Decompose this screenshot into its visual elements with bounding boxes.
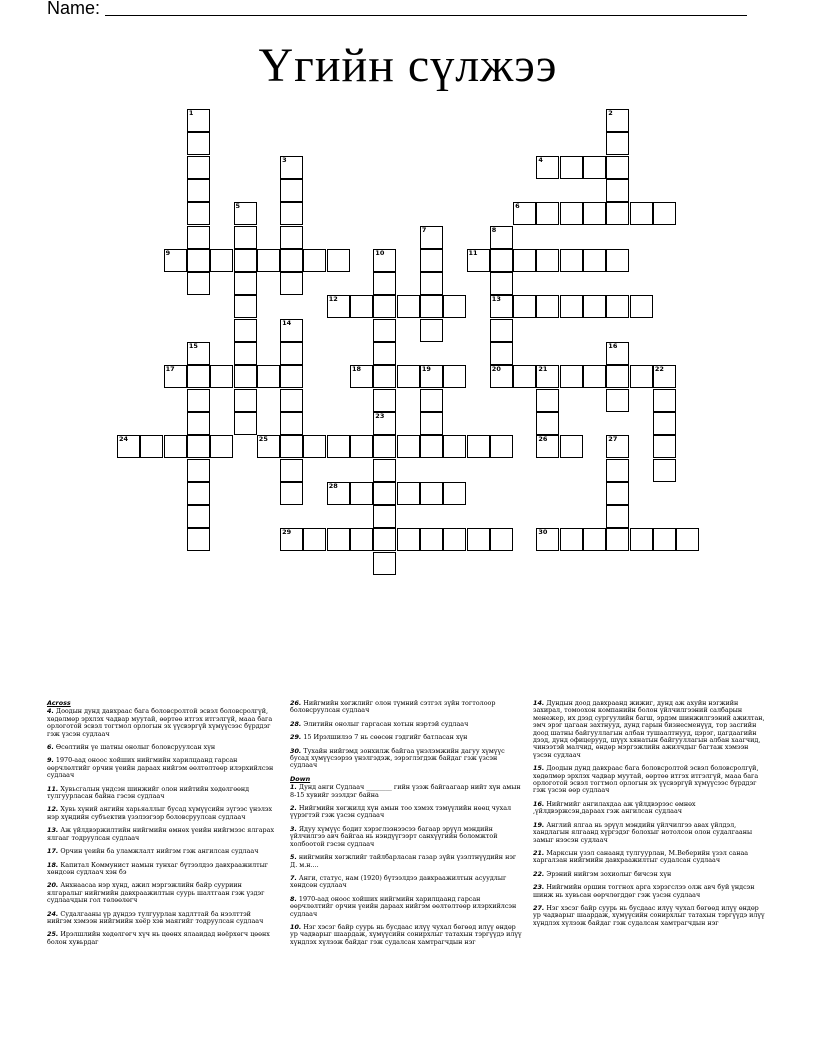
clue-text: нийгмийн хөгжлийг тайлбарласан газар зүйн үзэлтнүүдийн нэг Д. м.н.... — [290, 853, 517, 869]
across-clue — [47, 827, 277, 842]
grid-cell[interactable] — [164, 365, 187, 388]
clue-number: 18 — [352, 365, 362, 374]
clue-number: 8 — [491, 225, 497, 234]
clue-text: Судалгааны үр дүндээ тулгуурлан хадлттай ба нээлттэй нийгэм хэмээн нийгмийн хөёр хэв маягийг тодруулсан судлаач — [47, 909, 264, 925]
grid-cell[interactable] — [234, 389, 257, 412]
grid-cell[interactable] — [490, 226, 513, 249]
grid-cell[interactable] — [536, 156, 559, 179]
grid-cell[interactable] — [583, 202, 606, 225]
across-clue — [47, 931, 277, 946]
grid-cell[interactable] — [420, 295, 443, 318]
grid-cell[interactable] — [490, 435, 513, 458]
grid-cell[interactable] — [443, 365, 466, 388]
grid-cell[interactable] — [397, 365, 420, 388]
down-clue — [533, 765, 768, 795]
grid-cell[interactable] — [187, 389, 210, 412]
clue-number-label: 24. — [47, 909, 59, 918]
grid-cell[interactable] — [187, 202, 210, 225]
grid-cell[interactable] — [443, 528, 466, 551]
clue-number: 16 — [608, 342, 618, 350]
grid-cell[interactable] — [187, 528, 210, 551]
grid-cell[interactable] — [373, 435, 396, 458]
grid-cell[interactable] — [187, 156, 210, 179]
grid-cell[interactable] — [420, 389, 443, 412]
grid-cell[interactable] — [187, 459, 210, 482]
grid-cell[interactable] — [187, 505, 210, 528]
clue-text: Тухайн нийгэмд зонхилж байгаа үнэлэмжийн дагуу хүмүүс бусад хүмүүсээрээ үнэлгэдэж, ээрэглэгдэж байдаг гэж үзсэн судлаач — [290, 746, 505, 770]
grid-cell[interactable] — [327, 249, 350, 272]
clue-number: 5 — [235, 202, 241, 211]
grid-cell[interactable] — [397, 295, 420, 318]
clue-text: Анги, статус, нам (1920) бүтээлдээ давхраажилтын асуудлыг хөндсөн судлаач — [290, 873, 507, 890]
grid-cell[interactable] — [280, 482, 303, 505]
grid-cell[interactable] — [653, 389, 676, 412]
clue-number-label: 19. — [533, 820, 545, 829]
grid-cell[interactable] — [630, 202, 653, 225]
grid-cell[interactable] — [234, 295, 257, 318]
grid-cell[interactable] — [280, 459, 303, 482]
grid-cell[interactable] — [513, 202, 536, 225]
grid-cell[interactable] — [653, 365, 676, 388]
grid-cell[interactable] — [653, 528, 676, 551]
down-clue — [533, 801, 768, 816]
across-clues-a — [47, 708, 277, 946]
grid-cell[interactable] — [630, 295, 653, 318]
down-clue — [533, 822, 768, 844]
clue-number: 9 — [165, 248, 171, 257]
grid-cell[interactable] — [490, 249, 513, 272]
clue-number-label: 15. — [533, 764, 545, 773]
grid-cell[interactable] — [373, 319, 396, 342]
grid-cell[interactable] — [630, 365, 653, 388]
grid-cell[interactable] — [350, 528, 373, 551]
across-clues-b — [290, 700, 522, 770]
name-label: Name: — [47, 0, 101, 18]
grid-cell[interactable] — [234, 342, 257, 365]
clue-text: 1970-аад оноос хойших нийгмийн харилцаанд гарсан өөрчлөлтийг орчин үеийн дараах нийгэм өөлтөлтөөр илэрхийлсэн судлаач — [47, 756, 274, 780]
down-clue — [290, 854, 522, 869]
down-clue — [533, 884, 768, 899]
clue-number-label: 9. — [47, 756, 54, 765]
clue-text: Орчин үеийн ба уламжлалт нийгэм гэж ангилсан судлаач — [60, 847, 259, 856]
clue-number-label: 25. — [47, 930, 59, 939]
across-clue — [47, 708, 277, 738]
clue-number: 1 — [188, 109, 194, 117]
clue-text: Хувьсгалын үндсэн шинжийг олон нийтийн хөдөлгөөнд тулгуурласан байна гэсэн судлаач — [47, 784, 250, 801]
grid-cell[interactable] — [187, 249, 210, 272]
clue-text: Дунд анги Судлаач ________ гийн үзэж байгаагаар нийт хүн амын 8-15 хувийг эзэлдэг байна — [290, 783, 521, 799]
clue-number-label: 20. — [47, 881, 59, 890]
grid-cell[interactable] — [560, 435, 583, 458]
grid-cell[interactable] — [280, 319, 303, 342]
grid-cell[interactable] — [420, 435, 443, 458]
grid-cell[interactable] — [280, 156, 303, 179]
clue-number-label: 23. — [533, 883, 545, 892]
clue-number-label: 16. — [533, 799, 545, 808]
grid-cell[interactable] — [210, 365, 233, 388]
clue-text: Марксын үзэл санаанд тулгуурлан, М.Веберийн үзэл санаа харгалзан нийгмийн давхраажилтыг судалсан судлаач — [533, 848, 749, 865]
clue-text: Хувь хүний ангийн харьяаллыг бусад хүмүүсийн зүгээс үнэлэх нэр хүндийн субъектив үзэлээгээр боловсруулсан судлаач — [47, 805, 273, 821]
grid-cell[interactable] — [350, 482, 373, 505]
grid-cell[interactable] — [234, 202, 257, 225]
grid-cell[interactable] — [280, 342, 303, 365]
grid-cell[interactable] — [606, 365, 629, 388]
clue-text: Эрэний нийгэм зохиолыг бичсэн хүн — [546, 869, 672, 878]
clue-number: 6 — [515, 202, 520, 211]
clue-text: Нийгмийн хөгжлийг олон түмний сэтгэл зүйн тогтолоор боловсруулсан судлаач — [290, 699, 496, 715]
grid-cell[interactable] — [280, 365, 303, 388]
clue-number: 28 — [328, 481, 338, 490]
grid-cell[interactable] — [373, 505, 396, 528]
down-clue — [533, 905, 768, 927]
grid-cell[interactable] — [420, 365, 443, 388]
clue-number: 11 — [468, 248, 478, 257]
clue-column-2 — [290, 700, 522, 952]
down-clue — [290, 805, 522, 820]
across-clue — [47, 882, 277, 904]
grid-cell[interactable] — [560, 156, 583, 179]
across-clue — [290, 721, 522, 728]
grid-cell[interactable] — [280, 226, 303, 249]
grid-cell[interactable] — [280, 272, 303, 295]
grid-cell[interactable] — [303, 249, 326, 272]
grid-cell[interactable] — [210, 435, 233, 458]
clue-text: Элитийн онолыг гаргасан хотын нэртэй судлаач — [303, 719, 469, 728]
across-clue — [290, 748, 522, 770]
clue-number-label: 29. — [290, 733, 302, 742]
grid-cell[interactable] — [187, 109, 210, 132]
clue-text: Нийгмийн хөгжилд хүн амын тоо хэмэх тэмүүлийн нөөц чухал үүрэгтэй гэж үзсэн судлаач — [290, 804, 512, 820]
grid-cell[interactable] — [187, 365, 210, 388]
clue-number-label: 8. — [290, 894, 297, 903]
name-row — [47, 0, 747, 20]
grid-cell[interactable] — [350, 365, 373, 388]
clue-number: 24 — [119, 435, 129, 444]
grid-cell[interactable] — [443, 482, 466, 505]
clue-number-label: 21. — [533, 848, 545, 857]
clue-text: Өсөлтийн үе шатны онолыг боловсруулсан хүн — [55, 743, 216, 752]
clue-text: Ирэлшлийн хөдөлгөгч хүч нь цөөнх ялааидад нөёрхөгч цөөнх болон хувьрдаг — [47, 930, 270, 946]
grid-cell[interactable] — [187, 342, 210, 365]
clue-number-label: 6. — [47, 743, 54, 752]
grid-cell[interactable] — [606, 179, 629, 202]
clue-number: 4 — [538, 155, 543, 164]
clue-number-label: 17. — [47, 847, 59, 856]
grid-cell[interactable] — [606, 109, 629, 132]
across-clue — [47, 786, 277, 801]
grid-cell[interactable] — [187, 482, 210, 505]
clue-number-label: 1. — [290, 783, 297, 792]
clue-number-label: 12. — [47, 805, 59, 814]
clue-number: 25 — [258, 435, 268, 444]
clue-number: 12 — [328, 295, 338, 304]
grid-cell[interactable] — [187, 272, 210, 295]
grid-cell[interactable] — [373, 528, 396, 551]
grid-cell[interactable] — [490, 342, 513, 365]
clue-number-label: 13. — [47, 826, 59, 835]
grid-cell[interactable] — [280, 249, 303, 272]
clue-number-label: 30. — [290, 746, 302, 755]
grid-cell[interactable] — [373, 552, 396, 575]
across-clue — [47, 744, 277, 751]
grid-cell[interactable] — [490, 319, 513, 342]
grid-cell[interactable] — [350, 435, 373, 458]
clue-text: Нэг хэсэг байр суурь нь бусдаас илүү чухал бөгөөд илүү өндөр ур чадварыг шаардаж, хүмүүсийн сонирхлыг татахын тэргүүдэ илүү хүндлэх хүлээж байдаг гэж судалсан хамтрагчдын нэг — [290, 922, 522, 946]
grid-cell[interactable] — [234, 365, 257, 388]
grid-cell[interactable] — [373, 342, 396, 365]
grid-cell[interactable] — [140, 435, 163, 458]
across-heading: Across — [47, 699, 71, 707]
grid-cell[interactable] — [327, 295, 350, 318]
clue-number: 14 — [282, 318, 292, 327]
grid-cell[interactable] — [303, 528, 326, 551]
grid-cell[interactable] — [536, 295, 559, 318]
grid-cell[interactable] — [420, 482, 443, 505]
grid-cell[interactable] — [606, 202, 629, 225]
grid-cell[interactable] — [420, 272, 443, 295]
grid-cell[interactable] — [187, 226, 210, 249]
grid-cell[interactable] — [606, 156, 629, 179]
grid-cell[interactable] — [583, 365, 606, 388]
grid-cell[interactable] — [420, 249, 443, 272]
grid-cell[interactable] — [490, 528, 513, 551]
grid-cell[interactable] — [280, 412, 303, 435]
grid-cell[interactable] — [373, 295, 396, 318]
grid-cell[interactable] — [606, 295, 629, 318]
across-clue — [290, 734, 522, 741]
across-clue — [47, 757, 277, 779]
grid-cell[interactable] — [606, 342, 629, 365]
down-clues-b — [533, 700, 768, 927]
clue-number-label: 2. — [290, 804, 297, 813]
grid-cell[interactable] — [397, 482, 420, 505]
grid-cell[interactable] — [257, 365, 280, 388]
grid-cell[interactable] — [327, 528, 350, 551]
grid-cell[interactable] — [234, 249, 257, 272]
grid-cell[interactable] — [164, 249, 187, 272]
grid-cell[interactable] — [653, 459, 676, 482]
across-clue — [47, 911, 277, 926]
grid-cell[interactable] — [257, 249, 280, 272]
grid-cell[interactable] — [443, 435, 466, 458]
clue-number: 20 — [491, 365, 501, 374]
grid-cell[interactable] — [653, 202, 676, 225]
clue-number-label: 11. — [47, 784, 59, 793]
down-heading: Down — [290, 774, 311, 783]
down-clues-a — [290, 784, 522, 946]
clue-number: 27 — [608, 435, 618, 444]
across-clue — [47, 862, 277, 877]
grid-cell[interactable] — [234, 412, 257, 435]
grid-cell[interactable] — [187, 132, 210, 155]
grid-cell[interactable] — [373, 389, 396, 412]
grid-cell[interactable] — [420, 528, 443, 551]
clue-text: Анхнаасаа нэр хүнд, ажил мэргэжлийн байр сууриин ялгаралыг нийгмийн давхраажилтын суурь шалтгаан гэж үздэг судлаачдын гол төлөөлөгч — [47, 881, 265, 905]
grid-cell[interactable] — [420, 319, 443, 342]
clue-text: 1970-аад оноос хойших нийгмийн харилцаанд гарсан өөрчлөлтийг орчин үеийн дараах нийгэм өөлтөлтөөр илэрхийлсэн судлаач — [290, 894, 517, 918]
grid-cell[interactable] — [210, 249, 233, 272]
grid-cell[interactable] — [397, 435, 420, 458]
clue-column-1 — [47, 700, 277, 952]
clue-number: 29 — [282, 528, 292, 537]
grid-cell[interactable] — [280, 435, 303, 458]
grid-cell[interactable] — [420, 412, 443, 435]
grid-cell[interactable] — [234, 272, 257, 295]
down-clue — [533, 850, 768, 865]
clue-number-label: 7. — [290, 873, 297, 882]
down-clue — [290, 924, 522, 946]
grid-cell[interactable] — [187, 435, 210, 458]
across-clue — [47, 806, 277, 821]
grid-cell[interactable] — [560, 365, 583, 388]
grid-cell[interactable] — [327, 482, 350, 505]
clue-number: 30 — [538, 528, 548, 537]
grid-cell[interactable] — [536, 412, 559, 435]
grid-cell[interactable] — [443, 295, 466, 318]
grid-cell[interactable] — [373, 412, 396, 435]
clue-number: 15 — [188, 342, 198, 350]
grid-cell[interactable] — [187, 179, 210, 202]
grid-cell[interactable] — [513, 249, 536, 272]
clue-text: Нийгмийг ангилахдаа аж үйлдвэрээс өмнөх ,үйлдвэржсэн,дараах гэж ангилсан судлаач — [533, 799, 696, 816]
grid-cell[interactable] — [606, 132, 629, 155]
grid-cell[interactable] — [536, 202, 559, 225]
grid-cell[interactable] — [583, 295, 606, 318]
grid-cell[interactable] — [606, 389, 629, 412]
down-clue — [290, 826, 522, 848]
grid-cell[interactable] — [606, 505, 629, 528]
clue-number: 2 — [608, 109, 613, 117]
grid-cell[interactable] — [490, 365, 513, 388]
clue-number: 13 — [491, 295, 501, 304]
clue-number-label: 3. — [290, 824, 297, 833]
grid-cell[interactable] — [606, 528, 629, 551]
grid-cell[interactable] — [373, 249, 396, 272]
clue-number-label: 10. — [290, 922, 302, 931]
down-clue — [533, 871, 768, 878]
grid-cell[interactable] — [513, 295, 536, 318]
clue-number: 10 — [375, 248, 385, 257]
down-clue — [290, 784, 522, 799]
grid-cell[interactable] — [187, 412, 210, 435]
grid-cell[interactable] — [373, 482, 396, 505]
grid-cell[interactable] — [536, 528, 559, 551]
clue-number: 3 — [282, 155, 287, 164]
grid-cell[interactable] — [280, 179, 303, 202]
grid-cell[interactable] — [560, 528, 583, 551]
grid-cell[interactable] — [420, 226, 443, 249]
clue-text: Капитал Коммунист намын тунхаг бүтээлдээ давхраажилтыг хөндсөн судлаач хэн бэ — [47, 860, 269, 876]
clue-number-label: 22. — [533, 869, 545, 878]
clue-number-label: 4. — [47, 707, 54, 716]
grid-cell[interactable] — [676, 528, 699, 551]
grid-cell[interactable] — [397, 528, 420, 551]
grid-cell[interactable] — [583, 249, 606, 272]
grid-cell[interactable] — [536, 435, 559, 458]
puzzle-title: Үгийн сүлжээ — [258, 39, 558, 92]
grid-cell[interactable] — [560, 295, 583, 318]
clue-text: Доодын дунд давхраас бага боловсролтой эсвэл боловсролгүй, хөдөлмөр эрхлэх чадвар муутай, өөртөө итгэх итгэлгүй, мааа бага орлоготой эсвэл тогтмол орлогын эх үүсвэргүй хүмүүсээс бүрддэг гэж үзсэн судлаач — [47, 707, 273, 738]
clue-number-label: 26. — [290, 699, 302, 707]
clue-number-label: 27. — [533, 903, 545, 912]
grid-cell[interactable] — [280, 389, 303, 412]
across-clue — [290, 700, 522, 715]
clue-number: 19 — [421, 365, 431, 374]
grid-cell[interactable] — [536, 389, 559, 412]
grid-cell[interactable] — [513, 365, 536, 388]
clue-text: 15 Ирэлшилээ 7 нь сөөсөн гэдгийг батласан хүн — [303, 733, 468, 742]
grid-cell[interactable] — [303, 435, 326, 458]
grid-cell[interactable] — [606, 249, 629, 272]
grid-cell[interactable] — [490, 272, 513, 295]
grid-cell[interactable] — [327, 435, 350, 458]
grid-cell[interactable] — [467, 249, 490, 272]
down-clue — [290, 875, 522, 890]
clue-number-label: 28. — [290, 719, 302, 728]
grid-cell[interactable] — [467, 435, 490, 458]
clue-number: 21 — [538, 365, 548, 374]
clue-number: 7 — [421, 225, 427, 234]
grid-cell[interactable] — [606, 435, 629, 458]
grid-cell[interactable] — [560, 202, 583, 225]
grid-cell[interactable] — [467, 528, 490, 551]
clue-text: Англий ялгаа нь эрүүл мэндийн үйлчилгээ авах үйлдэл, хандлагын ялгаанд хүргэдэг болохыг нотолсон олон судалгааны замыг нээсэн судлаач — [533, 820, 753, 844]
clue-text: Доодын дунд давхраас бага боловсролтой эсвэл боловсролгүй, хөдөлмөр эрхлэх чадвар муутай, өөртөө итгэх итгэлгүй, мааа бага орлоготой эсвэл тогтмол орлогын эх үүсвэргүй хүмүүсээс бүрддэг гэж үзсэн өөр судлаач — [533, 764, 759, 795]
clue-number: 22 — [654, 365, 664, 374]
clue-text: Нэг хэсэг байр суурь нь бусдаас илүү чухал бөгөөд илүү өндөр ур чадварыг шаардаж, хүмүүсийн сонирхлыг татахын тэргүүдэ илүү хүндлэх хүлээж байдаг гэж судалсан хамтрагчдын нэг — [533, 903, 765, 927]
grid-cell[interactable] — [653, 435, 676, 458]
grid-cell[interactable] — [653, 412, 676, 435]
clue-number: 23 — [375, 411, 385, 420]
clue-text: Дундын доод давхраанд жижиг, дунд аж ахуйн нэгжийн захирал, томоохон компанийн болон үйлчилгээний салбарын менежер, их дээд сургуулийн багш, эрдэм шинжилгээний ажилтан, эмч эрэг цагаан захтнууд, дунд гарын бизнесменүүд, тор засгийн доод шатны байгууллагын албан тушаалтнууд, цэрэг, цагдаагийн дээд, дунд офицерууд, шүүх хянатын байгууллагын албан хаагчид, чинээтэй малчид, өндөр мэргэжлийн ажилчдыг багтаж хэмээн үзсэн судлаач — [533, 699, 765, 759]
down-clue — [290, 896, 522, 918]
clue-text: Нийгмийн оршин тоггнох арга хэрэгслээ олж авч буй үндсэн шинж нь хувьсан өөрчлөгддөг гэж үзсэн судлаач — [533, 883, 755, 899]
down-clue — [533, 700, 768, 759]
grid-cell[interactable] — [606, 482, 629, 505]
clue-number: 17 — [165, 365, 175, 374]
grid-cell[interactable] — [583, 528, 606, 551]
grid-cell[interactable] — [606, 459, 629, 482]
grid-cell[interactable] — [234, 319, 257, 342]
grid-cell[interactable] — [257, 435, 280, 458]
grid-cell[interactable] — [536, 365, 559, 388]
grid-cell[interactable] — [164, 435, 187, 458]
name-line[interactable] — [105, 15, 747, 16]
across-clue — [47, 848, 277, 855]
clue-text: Ядуу хүмүүс бодит хэрэглээнээсээ багаар эрүүл мэндийн үйлчилгээ авч байгаа нь нэндүүгээрт санхүүгийн боломжтой холбоотой гэсэн судлаач — [290, 824, 498, 848]
grid-cell[interactable] — [560, 249, 583, 272]
grid-cell[interactable] — [373, 459, 396, 482]
grid-cell[interactable] — [234, 226, 257, 249]
grid-cell[interactable] — [350, 295, 373, 318]
clue-text: Аж үйлдвэржилтийн нийгмийн өмнөх үеийн нийгмээс ялгарах ялгааг тодруулсан судлаач — [47, 826, 275, 842]
clue-number-label: 18. — [47, 860, 59, 869]
grid-cell[interactable] — [583, 156, 606, 179]
grid-cell[interactable] — [536, 249, 559, 272]
grid-cell[interactable] — [490, 295, 513, 318]
grid-cell[interactable] — [117, 435, 140, 458]
grid-cell[interactable] — [280, 202, 303, 225]
grid-cell[interactable] — [630, 528, 653, 551]
grid-cell[interactable] — [373, 365, 396, 388]
clue-number-label: 5. — [290, 853, 297, 862]
grid-cell[interactable] — [373, 272, 396, 295]
clue-number: 26 — [538, 435, 548, 444]
clue-number-label: 14. — [533, 699, 545, 707]
grid-cell[interactable] — [280, 528, 303, 551]
clue-column-3 — [533, 700, 768, 933]
